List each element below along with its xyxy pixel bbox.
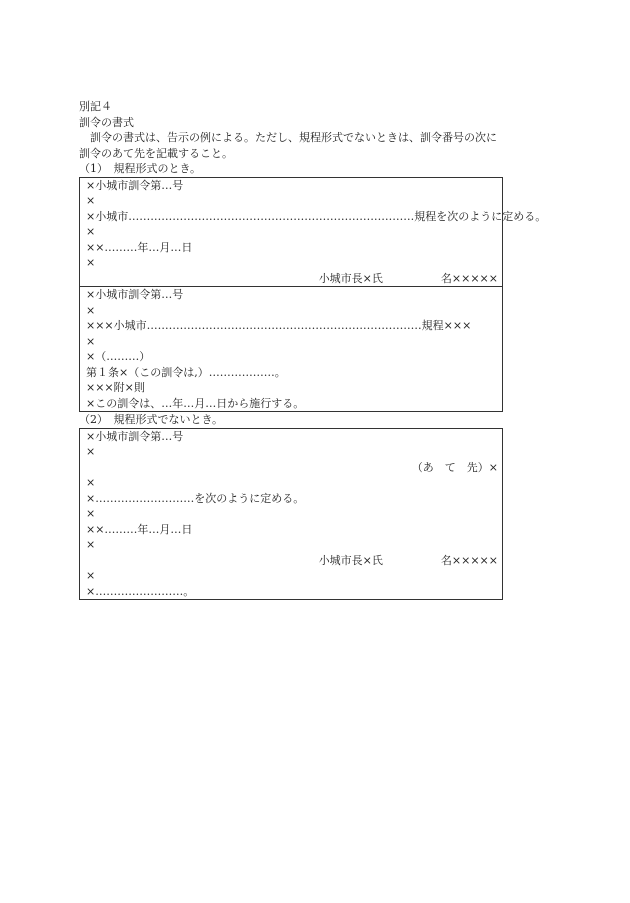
box-c-line-11: ×……………………。 [86,584,195,598]
box-c-line-6: × [86,507,96,520]
box-a-line-6: × [86,256,96,269]
box-a-signature [86,271,498,287]
box-c-line-8: × [86,538,96,551]
section2-box [79,428,503,601]
box-c-line-4: × [86,476,96,489]
signature-right: 名××××× [440,553,498,567]
box-a-line-5: ××………年…月…日 [86,240,193,254]
signature-right: 名××××× [440,271,498,285]
signature-left: 小城市長×氏 [318,271,383,285]
box-a-line-3: ×小城市……………………………………………………………………規程を次のように定める。 [86,209,547,223]
box-c-line-10: × [86,569,96,582]
box-b-line-6: 第１条×（この訓令は,）………………。 [86,365,286,379]
section1-box-regulation [79,177,547,288]
box-b-line-8: ×この訓令は、…年…月…日から施行する。 [86,396,305,410]
box-c-line-7: ××………年…月…日 [86,522,193,536]
box-b-line-7: ×××附×則 [86,381,145,394]
box-b-line-4: × [86,334,96,348]
document-page [79,99,547,600]
box-c-address: （あ て 先）× [411,460,498,474]
box-c-line-2: × [86,445,96,458]
signature-left: 小城市長×氏 [318,553,383,567]
box-c-line-5: ×………………………を次のように定める。 [86,491,305,505]
section2-heading: （2） 規程形式でないとき。 [79,413,224,426]
box-a-line-2: × [86,194,96,207]
section1-box-articles [79,287,503,412]
intro-paragraph: 訓令の書式は、告示の例による。ただし、規程形式でないときは、訓令番号の次に訓令のあて先を記載すること。 [79,131,497,160]
box-b-line-1: ×小城市訓令第…号 [86,288,184,301]
box-b-line-2: × [86,303,96,317]
document-title: 訓令の書式 [79,115,134,129]
annex-label: 別記４ [79,100,112,113]
box-c-line-1: ×小城市訓令第…号 [86,429,184,443]
box-b-line-5: ×（………） [86,350,151,363]
box-b-line-3: ×××小城市…………………………………………………………………規程××× [86,319,472,332]
box-c-signature [86,553,498,569]
box-a-line-1: ×小城市訓令第…号 [86,178,184,192]
box-a-line-4: × [86,225,96,238]
section1-heading: （1） 規程形式のとき。 [79,162,202,175]
